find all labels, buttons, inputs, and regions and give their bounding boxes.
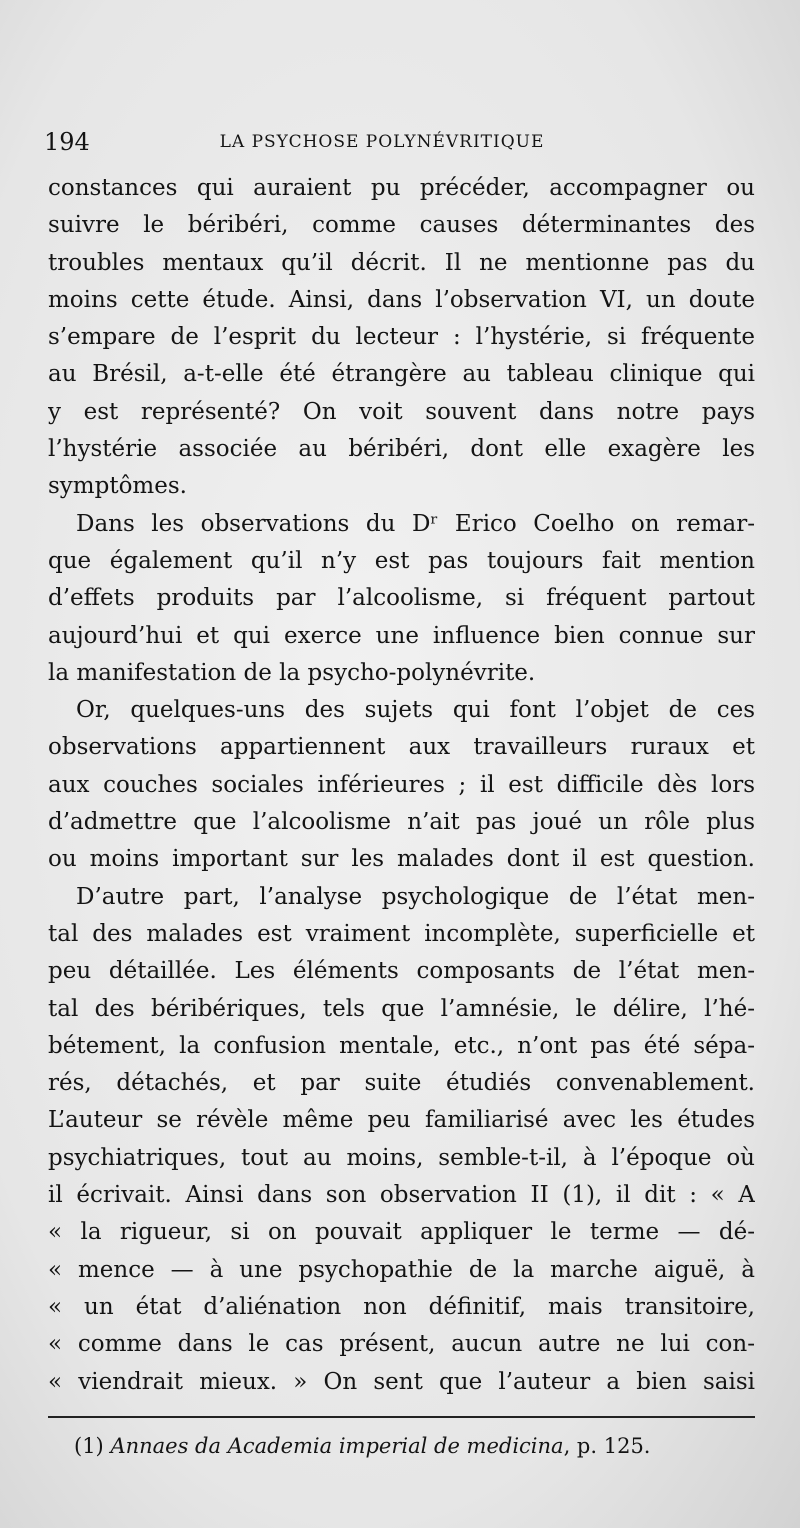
footnote-divider (48, 1416, 755, 1418)
text-line: moins cette étude. Ainsi, dans l’observation VI, un doute (48, 286, 755, 313)
text-line: y est représenté? On voit souvent dans notre pays (48, 398, 755, 425)
text-line: il écrivait. Ainsi dans son observation II (1), il dit : « A (48, 1182, 755, 1209)
text-line: suivre le béribéri, comme causes déterminantes des (48, 212, 755, 239)
text-line: constances qui auraient pu précéder, accompagner ou (48, 175, 755, 201)
text-line: observations appartiennent aux travailleurs ruraux et (48, 734, 755, 761)
text-line: L’auteur se révèle même peu familiarisé avec les études (48, 1107, 755, 1134)
text-line: Dans les observations du Dʳ Erico Coelho on remar- (76, 510, 755, 537)
text-line: s’empare de l’esprit du lecteur : l’hystérie, si fréquente (48, 324, 755, 351)
page-header (44, 124, 756, 164)
text-line: l’hystérie associée au béribéri, dont elle exagère les (48, 436, 755, 463)
text-line: tal des béribériques, tels que l’amnésie, le délire, l’hé- (48, 995, 755, 1022)
text-line: ou moins important sur les malades dont il est question. (48, 846, 755, 873)
text-line: peu détaillée. Les éléments composants de l’état men- (48, 958, 755, 985)
text-line: « viendrait mieux. » On sent que l’auteur a bien saisi (48, 1368, 755, 1395)
text-line: bétement, la confusion mentale, etc., n’ont pas été sépa- (48, 1032, 755, 1059)
text-line: « comme dans le cas présent, aucun autre ne lui con- (48, 1331, 755, 1358)
page-number: 194 (44, 128, 90, 156)
footnote-source: Annaes da Academia imperial de medicina (110, 1434, 564, 1458)
text-line: rés, détachés, et par suite étudiés convenablement. (48, 1070, 755, 1097)
text-line: « un état d’aliénation non définitif, mais transitoire, (48, 1293, 755, 1320)
text-line: Or, quelques-uns des sujets qui font l’objet de ces (76, 697, 755, 724)
footnote (74, 1434, 754, 1458)
text-line: que également qu’il n’y est pas toujours fait mention (48, 547, 755, 574)
footnote-page: , p. 125. (563, 1434, 651, 1458)
text-line: d’admettre que l’alcoolisme n’ait pas joué un rôle plus (48, 809, 755, 836)
text-line: D’autre part, l’analyse psychologique de l’état men- (76, 883, 755, 910)
text-line: « la rigueur, si on pouvait appliquer le terme — dé- (48, 1219, 755, 1246)
text-line: psychiatriques, tout au moins, semble-t-il, à l’époque où (48, 1144, 755, 1171)
text-line: d’effets produits par l’alcoolisme, si fréquent partout (48, 585, 755, 612)
running-head: LA PSYCHOSE POLYNÉVRITIQUE (219, 132, 545, 152)
text-line: symptômes. (48, 473, 187, 500)
text-line: « mence — à une psychopathie de la marche aiguë, à (48, 1256, 755, 1283)
text-line: aujourd’hui et qui exerce une influence bien connue sur (48, 622, 755, 649)
text-line: la manifestation de la psycho-polynévrite. (48, 659, 536, 686)
text-line: tal des malades est vraiment incomplète, superficielle et (48, 920, 755, 947)
text-line: aux couches sociales inférieures ; il est difficile dès lors (48, 771, 755, 798)
footnote-marker: (1) (74, 1434, 104, 1458)
text-line: au Brésil, a-t-elle été étrangère au tableau clinique qui (48, 361, 755, 388)
text-line: troubles mentaux qu’il décrit. Il ne mentionne pas du (48, 249, 755, 276)
body-text (48, 170, 755, 1401)
